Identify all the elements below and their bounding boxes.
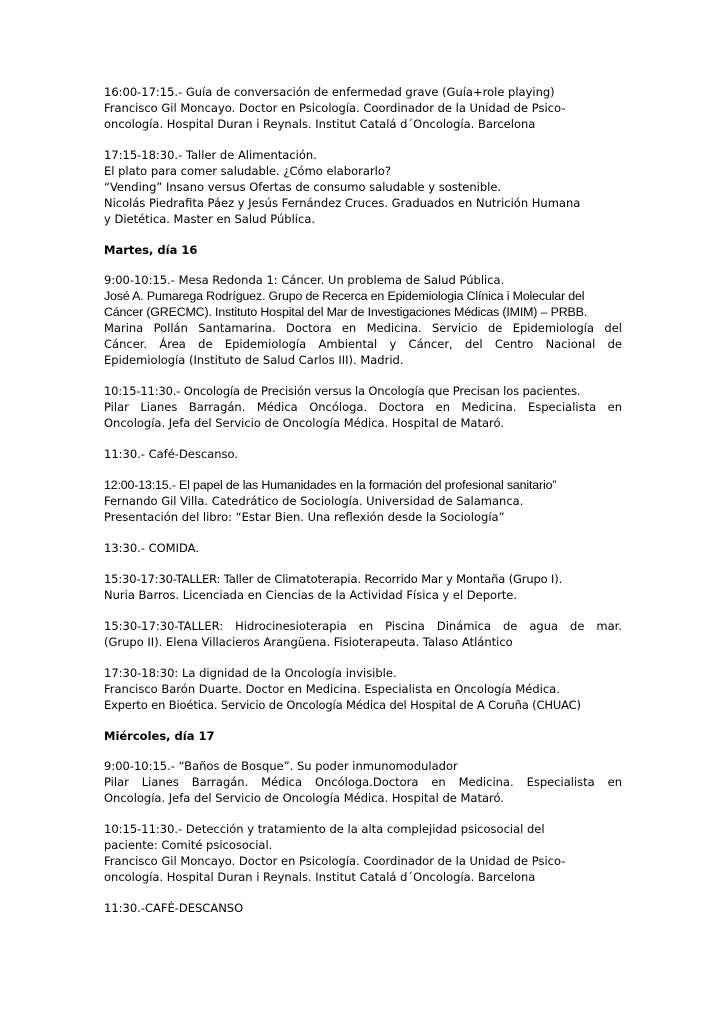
speaker-line: Nuria Barros. Licenciada en Ciencias de la Actividad Física y el Deporte. — [104, 588, 518, 602]
book-presentation: Presentación del libro: “Estar Bien. Una reflexión desde la Sociología” — [104, 510, 505, 524]
speaker-line: (Grupo II). Elena Villacieros Arangüena. Fisioterapeuta. Talaso Atlántico — [104, 635, 513, 649]
speaker-line: Oncología. Jefa del Servicio de Oncología Médica. Hospital de Mataró. — [104, 416, 504, 430]
speaker-line: Marina Pollán Santamarina. Doctora en Medicina. Servicio de Epidemiología del — [104, 321, 622, 335]
speaker-line: Francisco Gil Moncayo. Doctor en Psicología. Coordinador de la Unidad de Psico- — [104, 101, 566, 115]
speaker-line: y Dietética. Master en Salud Pública. — [104, 212, 316, 226]
session-oncologia-precision — [104, 383, 622, 431]
session-guia-conversacion — [104, 84, 622, 132]
session-title: 17:15-18:30.- Taller de Alimentación. — [104, 148, 317, 162]
session-title: 9:00-10:15.- Mesa Redonda 1: Cáncer. Un problema de Salud Pública. — [104, 273, 505, 287]
session-detail: “Vending” Insano versus Ofertas de consumo saludable y sostenible. — [104, 180, 502, 194]
session-title: 15:30-17:30-TALLER: Hidrocinesioterapia en Piscina Dinámica de agua de mar. — [104, 619, 622, 633]
session-cafe-descanso-17 — [104, 900, 622, 916]
speaker-line: Pilar Lianes Barragán. Médica Oncóloga.Doctora en Medicina. Especialista en — [104, 775, 622, 789]
session-taller-climatoterapia — [104, 571, 622, 603]
document-page — [104, 84, 622, 931]
session-title: 12:00-13:15.- El papel de las Humanidades en la formación del profesional sanitario” — [104, 478, 557, 492]
speaker-line: oncología. Hospital Duran i Reynals. Institut Catalá d´Oncología. Barcelona — [104, 117, 536, 131]
session-title-continued: paciente: Comité psicosocial. — [104, 838, 273, 852]
speaker-line: Cáncer. Área de Epidemiología Ambiental y Cáncer, del Centro Nacional de — [104, 337, 622, 351]
session-cafe-descanso — [104, 446, 622, 462]
session-taller-hidrocinesioterapia — [104, 618, 622, 650]
speaker-line: oncología. Hospital Duran i Reynals. Institut Catalá d´Oncología. Barcelona — [104, 870, 536, 884]
session-mesa-redonda — [104, 272, 622, 368]
session-taller-alimentacion — [104, 147, 622, 227]
session-title: 16:00-17:15.- Guía de conversación de enfermedad grave (Guía+role playing) — [104, 85, 555, 99]
session-title: 15:30-17:30-TALLER: Taller de Climatoterapia. Recorrido Mar y Montaña (Grupo I). — [104, 572, 563, 586]
speaker-line: Pilar Lianes Barragán. Médica Oncóloga. Doctora en Medicina. Especialista en — [104, 400, 622, 414]
session-dignidad-oncologia — [104, 665, 622, 713]
day-heading-miercoles: Miércoles, día 17 — [104, 729, 215, 743]
session-title: 17:30-18:30: La dignidad de la Oncología invisible. — [104, 666, 397, 680]
session-comida — [104, 540, 622, 556]
speaker-line: Oncología. Jefa del Servicio de Oncología Médica. Hospital de Mataró. — [104, 791, 504, 805]
session-title: 9:00-10:15.- “Baños de Bosque”. Su poder inmunomodulador — [104, 759, 458, 773]
speaker-line: José A. Pumarega Rodríguez. Grupo de Recerca en Epidemiologia Clínica i Molecular del — [104, 289, 585, 303]
session-banos-bosque — [104, 758, 622, 806]
session-title: 10:15-11:30.- Detección y tratamiento de la alta complejidad psicosocial del — [104, 822, 545, 836]
session-title: 11:30.-CAFÉ-DESCANSO — [104, 901, 244, 915]
speaker-line: Francisco Barón Duarte. Doctor en Medicina. Especialista en Oncología Médica. — [104, 682, 560, 696]
session-title: 11:30.- Café-Descanso. — [104, 447, 239, 461]
session-detail: El plato para comer saludable. ¿Cómo elaborarlo? — [104, 164, 391, 178]
session-title: 13:30.- COMIDA. — [104, 541, 199, 555]
speaker-line: Francisco Gil Moncayo. Doctor en Psicología. Coordinador de la Unidad de Psico- — [104, 854, 566, 868]
speaker-line: Fernando Gil Villa. Catedrático de Sociología. Universidad de Salamanca. — [104, 494, 524, 508]
speaker-line: Epidemiología (Instituto de Salud Carlos III). Madrid. — [104, 353, 404, 367]
speaker-line: Cáncer (GRECMC). Instituto Hospital del Mar de Investigaciones Médicas (IMIM) – PRBB. — [104, 305, 588, 319]
session-title: 10:15-11:30.- Oncología de Precisión versus la Oncología que Precisan los pacientes. — [104, 384, 581, 398]
speaker-line: Nicolás Piedrafita Páez y Jesús Fernández Cruces. Graduados en Nutrición Humana — [104, 196, 581, 210]
session-humanidades — [104, 477, 622, 525]
speaker-line: Experto en Bioética. Servicio de Oncología Médica del Hospital de A Coruña (CHUAC) — [104, 698, 581, 712]
session-complejidad-psicosocial — [104, 821, 622, 885]
day-heading-martes: Martes, día 16 — [104, 243, 198, 257]
